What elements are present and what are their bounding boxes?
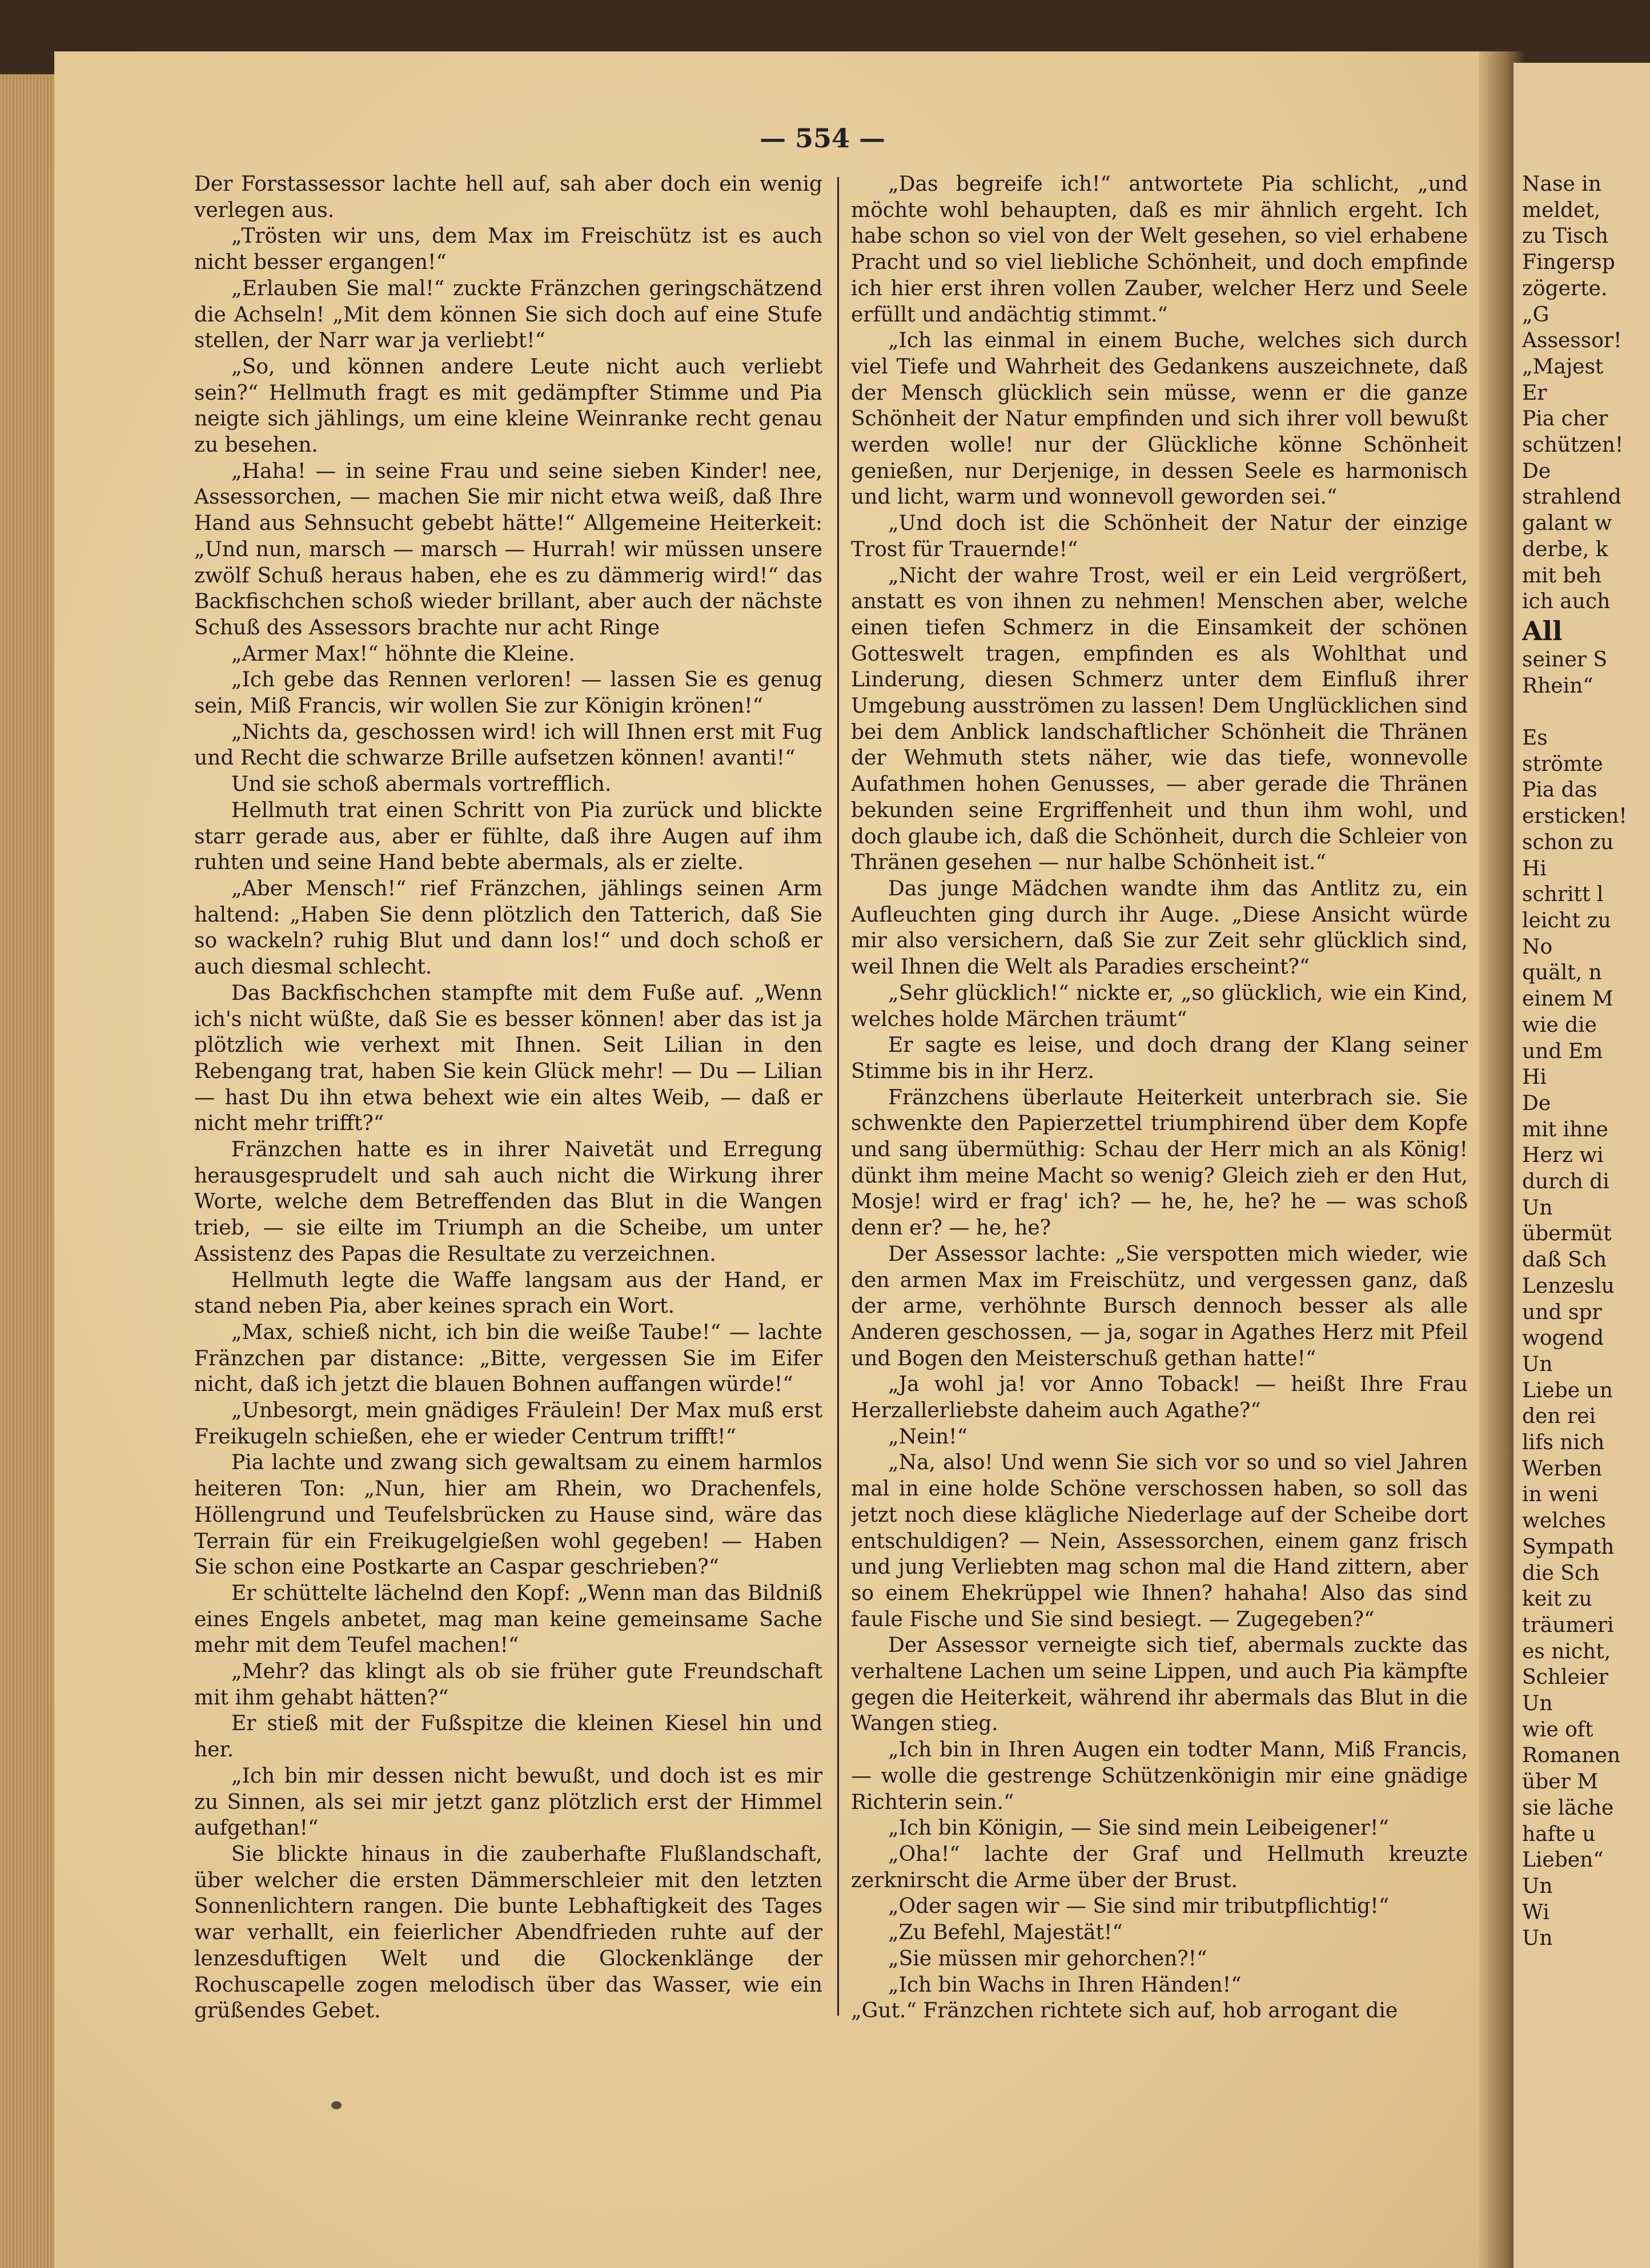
fragment-line: zu Tisch — [1522, 224, 1608, 248]
paragraph: Fränzchen hatte es in ihrer Naivetät und Erregung herausgesprudelt und sah auch nicht die Wirkung ihrer Worte, welche dem Betreffenden das Blut in die Wangen trieb, — sie eilte im Triumph an die Scheibe, um unter Assistenz des Papas die Resultate zu verzeichnen. — [194, 1138, 822, 1266]
paragraph: „So, und können andere Leute nicht auch verliebt sein?“ Hellmuth fragt es mit gedämpfter Stimme und Pia neigte sich jählings, um eine kleine Weinranke recht genau zu besehen. — [194, 355, 822, 457]
paragraph: „Sehr glücklich!“ nickte er, „so glücklich, wie ein Kind, welches holde Märchen träumt“ — [851, 981, 1468, 1031]
paragraph: „Armer Max!“ höhnte die Kleine. — [231, 642, 575, 666]
paragraph: Der Forstassessor lachte hell auf, sah aber doch ein wenig verlegen aus. — [194, 172, 822, 222]
fragment-line: No — [1522, 935, 1553, 959]
fragment-line: und Em — [1522, 1039, 1603, 1063]
paragraph: „Ja wohl ja! vor Anno Toback! — heißt Ihre Frau Herzallerliebste daheim auch Agathe?“ — [851, 1373, 1468, 1423]
fragment-line: über M — [1522, 1770, 1599, 1794]
paragraph: Er schüttelte lächelnd den Kopf: „Wenn man das Bildniß eines Engels anbetet, mag man keine gemeinsame Sache mehr mit dem Teufel machen!“ — [194, 1581, 822, 1658]
fragment-line: meldet, — [1522, 198, 1601, 222]
facing-page-text-fragment — [1522, 171, 1650, 2056]
column-divider — [837, 177, 839, 2016]
paragraph: Er sagte es leise, und doch drang der Klang seiner Stimme bis in ihr Herz. — [851, 1034, 1468, 1083]
fragment-line: ich auch — [1522, 590, 1611, 614]
fragment-line: einem M — [1522, 987, 1613, 1011]
fragment-line: Fingersp — [1522, 251, 1615, 275]
paragraph: „Und doch ist die Schönheit der Natur der einzige Trost für Trauernde!“ — [851, 512, 1468, 561]
fragment-line: schon zu — [1522, 830, 1614, 854]
paragraph: „Ich bin Wachs in Ihren Händen!“ — [888, 1973, 1242, 1997]
paragraph: „Mehr? das klingt als ob sie früher gute Freundschaft mit ihm gehabt hätten?“ — [194, 1660, 822, 1710]
fragment-line: Assessor! — [1522, 329, 1622, 353]
fragment-line: in weni — [1522, 1483, 1598, 1507]
fragment-line: Es — [1522, 726, 1548, 750]
paragraph: Der Assessor lachte: „Sie verspotten mich wieder, wie den armen Max im Freischütz, und vergessen ganz, daß der arme, verhöhnte Bursch dennoch besser als alle Anderen geschossen, — ja, sogar in Agathes Herz mit Pfeil und Bogen den Meisterschuß gethan hatte!“ — [851, 1242, 1468, 1370]
paragraph: „Erlauben Sie mal!“ zuckte Fränzchen geringschätzend die Achseln! „Mit dem können Sie sich doch auf eine Stufe stellen, der Narr war ja verliebt!“ — [194, 276, 822, 353]
paragraph: Und sie schoß abermals vortrefflich. — [231, 773, 612, 797]
fragment-line: schritt l — [1522, 883, 1604, 907]
fragment-line: keit zu — [1522, 1587, 1592, 1611]
paragraph: Sie blickte hinaus in die zauberhafte Flußlandschaft, über welcher die ersten Dämmerschleier mit den letzten Sonnenlichtern rangen. Die bunte Lebhaftigkeit des Tages war verhallt, ein feierlicher Abendfrieden ruhte auf der lenzesduftigen Welt und die Glockenklänge der Rochuscapelle zogen melodisch über das Wasser, wie ein grüßendes Gebet. — [194, 1843, 822, 2023]
fragment-line: und spr — [1522, 1300, 1602, 1324]
fragment-line: strömte — [1522, 752, 1603, 776]
fragment-line: quält, n — [1522, 961, 1602, 985]
fragment-line: Liebe un — [1522, 1378, 1613, 1402]
fragment-line: Un — [1522, 1196, 1553, 1220]
fragment-line: ersticken! — [1522, 805, 1627, 829]
paragraph: „Unbesorgt, mein gnädiges Fräulein! Der Max muß erst Freikugeln schießen, ehe er wieder Centrum trifft!“ — [194, 1399, 822, 1449]
paragraph: „Na, also! Und wenn Sie sich vor so und so viel Jahren mal in eine holde Schöne verschossen haben, so soll das jetzt noch diese klägliche Niederlage auf der Scheibe dort entschuldigen? — Nein, Assessorchen, einem ganz frisch und jung Verliebten mag schon mal die Hand zittern, aber so einem Ehekrüppel wie Ihnen? hahaha! Also das sind faule Fische und Sie sind besiegt. — Zugegeben?“ — [851, 1451, 1468, 1631]
fragment-line: Herz wi — [1522, 1144, 1604, 1168]
fragment-line: lifs nich — [1522, 1431, 1605, 1455]
paragraph: Das junge Mädchen wandte ihm das Antlitz zu, ein Aufleuchten ging durch ihr Auge. „Diese Ansicht würde mir also versichern, daß Sie zur Zeit sehr glücklich sind, weil Ihnen die Welt als Paradies erscheint?“ — [851, 876, 1468, 979]
fragment-line: durch di — [1522, 1170, 1609, 1194]
fragment-line: Romanen — [1522, 1744, 1621, 1768]
fragment-line: wie oft — [1522, 1718, 1593, 1742]
text-column-right — [851, 171, 1468, 2033]
fragment-line: mit ihne — [1522, 1117, 1608, 1141]
fragment-line: Un — [1522, 1692, 1553, 1716]
fragment-line: die Sch — [1522, 1561, 1600, 1585]
paragraph: „Ich gebe das Rennen verloren! — lassen Sie es genug sein, Miß Francis, wir wollen Sie zur Königin krönen!“ — [194, 668, 822, 718]
page-number: — 554 — — [759, 123, 886, 154]
ink-stain — [331, 2101, 342, 2109]
fragment-line: wogend — [1522, 1326, 1604, 1350]
paragraph: „Ich bin Königin, — Sie sind mein Leibeigener!“ — [888, 1816, 1389, 1840]
fragment-line: All — [1522, 615, 1563, 646]
fragment-line: strahlend — [1522, 485, 1621, 509]
fragment-line: Lieben“ — [1522, 1848, 1604, 1872]
fragment-line: galant w — [1522, 512, 1612, 536]
fragment-line: daß Sch — [1522, 1248, 1607, 1272]
fragment-line: Wi — [1522, 1900, 1549, 1924]
paragraph: „Nicht der wahre Trost, weil er ein Leid vergrößert, anstatt es von ihnen zu nehmen! Menschen aber, welche einen tiefen Schmerz in die Einsamkeit der schönen Gotteswelt tragen, empfinden es als Wohlthat und Linderung, diesen Schmerz unter dem Einfluß ihrer Umgebung ausströmen zu lassen! Dem Unglücklichen sind bei dem Anblick landschaftlicher Schönheit die Thränen der Wehmuth stets näher, wie das tiefe, wonnevolle Aufathmen hohen Genusses, — aber gerade die Thränen bekunden seine Ergriffenheit und thun ihm wohl, und doch glaube ich, daß die Schönheit, durch die Schleier von Thränen gesehen — nur halbe Schönheit ist.“ — [851, 564, 1468, 875]
fragment-line: hafte u — [1522, 1822, 1596, 1846]
fragment-line: De — [1522, 459, 1551, 483]
paragraph: „Nein!“ — [888, 1425, 968, 1449]
fragment-line: zögerte. — [1522, 276, 1608, 300]
book-page-edges — [0, 74, 63, 2268]
fragment-line: es nicht, — [1522, 1639, 1611, 1663]
paragraph: „Trösten wir uns, dem Max im Freischütz ist es auch nicht besser ergangen!“ — [194, 224, 822, 275]
paragraph: „Zu Befehl, Majestät!“ — [888, 1921, 1123, 1945]
fragment-line: Hi — [1522, 1065, 1547, 1089]
paragraph: Hellmuth trat einen Schritt von Pia zurück und blickte starr gerade aus, aber er fühlte, daß ihre Augen auf ihm ruhten und seine Hand bebte abermals, als er zielte. — [194, 798, 822, 875]
paragraph: „Ich bin in Ihren Augen ein todter Mann, Miß Francis, — wolle die gestrenge Schützenkönigin mir eine gnädige Richterin sein.“ — [851, 1738, 1468, 1814]
fragment-line: Pia das — [1522, 778, 1597, 802]
fragment-line: Pia cher — [1522, 407, 1608, 431]
fragment-line: welches — [1522, 1509, 1606, 1533]
paragraph: „Gut.“ Fränzchen richtete sich auf, hob arrogant die — [851, 1999, 1398, 2023]
fragment-line: Un — [1522, 1352, 1553, 1376]
paragraph: „Nichts da, geschossen wird! ich will Ihnen erst mit Fug und Recht die schwarze Brille aufsetzen können! avanti!“ — [194, 720, 822, 770]
paragraph: „Haha! — in seine Frau und seine sieben Kinder! nee, Assessorchen, — machen Sie mir nicht etwa weiß, daß Ihre Hand aus Sehnsucht gebebt hätte!“ Allgemeine Heiterkeit: „Und nun, marsch — marsch — Hurrah! wir müssen unsere zwölf Schuß heraus haben, ehe es zu dämmerig wird!“ das Backfischchen schoß wieder brillant, aber auch der nächste Schuß des Assessors brachte nur acht Ringe — [194, 459, 822, 640]
fragment-line: Sympath — [1522, 1535, 1615, 1559]
paragraph: Er stieß mit der Fußspitze die kleinen Kiesel hin und her. — [194, 1712, 822, 1762]
fragment-line: Un — [1522, 1927, 1553, 1951]
paragraph: „Oha!“ lachte der Graf und Hellmuth kreuzte zerknirscht die Arme über der Brust. — [851, 1843, 1468, 1892]
fragment-line: De — [1522, 1091, 1551, 1115]
fragment-line: „Majest — [1522, 355, 1604, 379]
fragment-line: Nase in — [1522, 172, 1601, 196]
paragraph: „Max, schieß nicht, ich bin die weiße Taube!“ — lachte Fränzchen par distance: „Bitte, vergessen Sie im Eifer nicht, daß ich jetzt die blauen Bohnen auffangen würde!“ — [194, 1320, 822, 1397]
fragment-line: schützen! — [1522, 433, 1624, 457]
fragment-line: derbe, k — [1522, 537, 1608, 561]
paragraph: „Oder sagen wir — Sie sind mir tributpflichtig!“ — [888, 1895, 1390, 1919]
paragraph: Das Backfischchen stampfte mit dem Fuße auf. „Wenn ich's nicht wüßte, daß Sie es besser können! aber das ist ja plötzlich wie verhext mit Ihnen. Seit Lilian in den Rebengang trat, haben Sie kein Glück mehr! — Du — Lilian — hast Du ihn etwa behext wie ein altes Weib, — daß er nicht mehr trifft?“ — [194, 981, 822, 1136]
paragraph: „Ich las einmal in einem Buche, welches sich durch viel Tiefe und Wahrheit des Gedankens auszeichnete, daß der Mensch glücklich sein müsse, wenn er die ganze Schönheit der Natur empfinden und sich ihrer voll bewußt werden wolle! nur der Glückliche könne Schönheit genießen, nur Derjenige, in dessen Seele es harmonisch und licht, warm und wonnevoll geworden sei.“ — [851, 329, 1468, 509]
fragment-line: Hi — [1522, 856, 1547, 880]
text-column-left — [194, 171, 822, 2033]
fragment-line: mit beh — [1522, 564, 1602, 588]
fragment-line: „G — [1522, 303, 1549, 327]
paragraph: „Aber Mensch!“ rief Fränzchen, jählings seinen Arm haltend: „Haben Sie denn plötzlich den Tatterich, daß Sie so wackeln? ruhig Blut und dann los!“ und doch schoß er auch diesmal schlecht. — [194, 876, 822, 979]
fragment-line: Werben — [1522, 1457, 1603, 1481]
fragment-line: Un — [1522, 1875, 1553, 1898]
paragraph: Der Assessor verneigte sich tief, abermals zuckte das verhaltene Lachen um seine Lippen, und auch Pia kämpfte gegen die Heiterkeit, während ihr abermals das Blut in die Wangen stieg. — [851, 1634, 1468, 1736]
paragraph: „Ich bin mir dessen nicht bewußt, und doch ist es mir zu Sinnen, als sei mir jetzt ganz plötzlich erst der Himmel aufgethan!“ — [194, 1764, 822, 1840]
fragment-line: sie läche — [1522, 1796, 1614, 1820]
paragraph: „Das begreife ich!“ antwortete Pia schlicht, „und möchte wohl behaupten, daß es mir ähnlich ergeht. Ich habe schon so viel von der Welt gesehen, so viel erhabene Pracht und so viel liebliche Schönheit, und doch empfinde ich hier erst ihren vollen Zauber, welcher Herz und Seele erfüllt und andächtig stimmt.“ — [851, 172, 1468, 327]
paragraph: „Sie müssen mir gehorchen?!“ — [888, 1947, 1207, 1971]
paragraph: Hellmuth legte die Waffe langsam aus der Hand, er stand neben Pia, aber keines sprach ein Wort. — [194, 1268, 822, 1318]
fragment-line: leicht zu — [1522, 908, 1611, 932]
fragment-line: Er — [1522, 381, 1547, 405]
fragment-line: träumeri — [1522, 1613, 1614, 1637]
fragment-line: seiner S — [1522, 648, 1608, 671]
fragment-line: wie die — [1522, 1013, 1597, 1037]
fragment-line: Rhein“ — [1522, 674, 1593, 698]
fragment-line — [1522, 699, 1650, 725]
paragraph: Pia lachte und zwang sich gewaltsam zu einem harmlos heiteren Ton: „Nun, hier am Rhein, wo Drachenfels, Höllengrund und Teufelsbrücken zu Hause sind, wäre das Terrain für ein Freikugelgießen wohl gegeben! — Haben Sie schon eine Postkarte an Caspar geschrieben?“ — [194, 1451, 822, 1579]
fragment-line: den rei — [1522, 1405, 1596, 1429]
paragraph: Fränzchens überlaute Heiterkeit unterbrach sie. Sie schwenkte den Papierzettel triumphirend über dem Kopfe und sang übermüthig: Schau der Herr mich an als König! dünkt ihm meine Macht so wenig? Gleich zieh er den Hut, Mosje! wird er frag' ich? — he, he, he? he — was schoß denn er? — he, he? — [851, 1085, 1468, 1240]
fragment-line: Lenzeslu — [1522, 1274, 1615, 1298]
fragment-line: Schleier — [1522, 1666, 1608, 1690]
fragment-line: übermüt — [1522, 1222, 1612, 1246]
